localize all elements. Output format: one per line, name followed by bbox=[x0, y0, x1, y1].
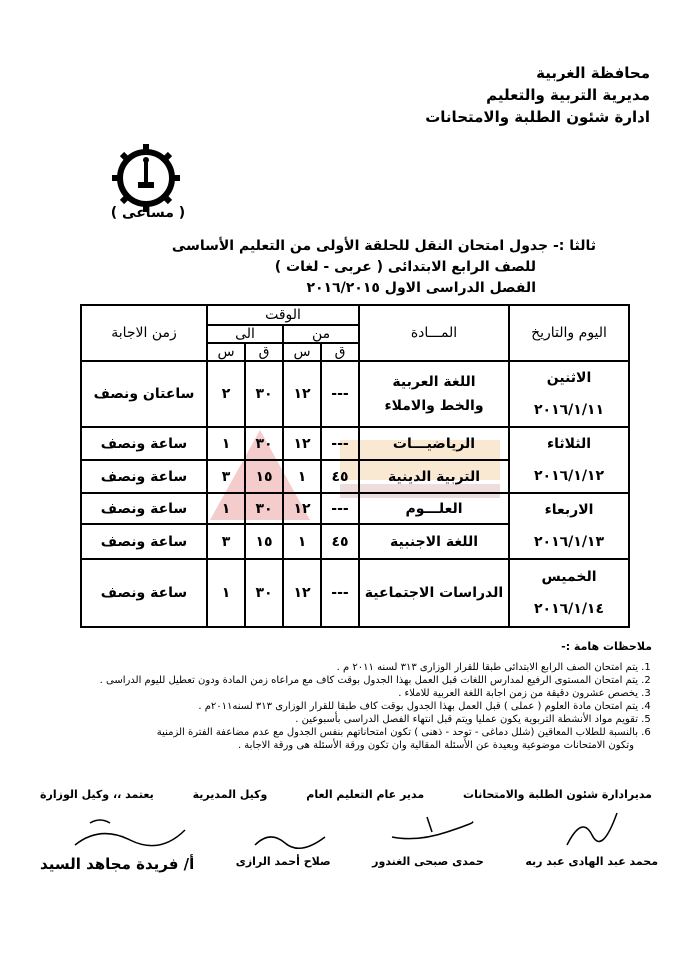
to-q: ١٥ bbox=[245, 524, 283, 559]
sig-title-4: يعتمد ،، وكيل الوزارة bbox=[40, 788, 154, 801]
notes-title: ملاحظات هامة :- bbox=[561, 640, 652, 653]
day-cell bbox=[509, 427, 629, 493]
subject-cell bbox=[359, 361, 509, 427]
day-date: ٢٠١٦/١/١٢ bbox=[533, 468, 605, 484]
note-item: 5. تقويم مواد الأنشطة التربوية يكون عمليا ويتم قبل انتهاء الفصل الدراسى بأسبوعين . bbox=[40, 713, 638, 726]
header-time: الوقت bbox=[207, 305, 359, 325]
duration: ساعتان ونصف bbox=[81, 361, 207, 427]
from-q: ٤٥ bbox=[321, 460, 359, 493]
duration: ساعة ونصف bbox=[81, 559, 207, 627]
signature-scribble-2 bbox=[387, 812, 477, 852]
from-q: --- bbox=[321, 361, 359, 427]
day-date: ٢٠١٦/١/١١ bbox=[533, 402, 605, 418]
from-s: ١٢ bbox=[283, 493, 321, 524]
subject-name: الرياضيـــات bbox=[359, 427, 509, 460]
subject-name: الدراسات الاجتماعية bbox=[359, 559, 509, 627]
header-from-s: س bbox=[283, 343, 321, 361]
table-row bbox=[81, 427, 629, 460]
from-s: ١٢ bbox=[283, 361, 321, 427]
sig-name-3: صلاح أحمد الرازى bbox=[235, 855, 331, 868]
issuer-header bbox=[425, 62, 650, 128]
sig-title-3: وكيل المديرية bbox=[192, 788, 268, 801]
from-s: ١ bbox=[283, 524, 321, 559]
subject-name: التربية الدينية bbox=[359, 460, 509, 493]
day-cell bbox=[509, 559, 629, 627]
to-q: ٣٠ bbox=[245, 493, 283, 524]
note-item: 2. يتم امتحان المستوى الرفيع لمدارس اللغات قبل العمل بهذا الجدول بوقت كاف مع مراعاه زمن المادة ودون تعطيل لليوم الدراسى . bbox=[40, 674, 638, 687]
note-item: 1. يتم امتحان الصف الرابع الابتدائى طبقا للقرار الوزارى ٣١٣ لسنه ٢٠١١ م . bbox=[40, 661, 638, 674]
header-to-s: س bbox=[207, 343, 245, 361]
to-q: ٣٠ bbox=[245, 361, 283, 427]
header-duration: زمن الاجابة bbox=[81, 305, 207, 361]
logo-label: ( مساعى ) bbox=[110, 205, 186, 221]
signature-scribble-4 bbox=[70, 815, 190, 855]
to-q: ١٥ bbox=[245, 460, 283, 493]
header-to-q: ق bbox=[245, 343, 283, 361]
from-q: --- bbox=[321, 427, 359, 460]
header-subject: المـــادة bbox=[359, 305, 509, 361]
title-line-3: الفصل الدراسى الاول ٢٠١٦/٢٠١٥ bbox=[306, 280, 536, 296]
sig-name-4: أ/ فريدة مجاهد السيد bbox=[40, 855, 195, 873]
to-s: ٢ bbox=[207, 361, 245, 427]
day-name: الخميس bbox=[541, 569, 597, 585]
duration: ساعة ونصف bbox=[81, 427, 207, 460]
governorate: محافظة الغربية bbox=[536, 64, 650, 82]
to-s: ٣ bbox=[207, 460, 245, 493]
day-name: الاربعاء bbox=[544, 502, 594, 518]
subject-name: العلـــوم bbox=[359, 493, 509, 524]
to-s: ١ bbox=[207, 427, 245, 460]
duration: ساعة ونصف bbox=[81, 524, 207, 559]
day-date: ٢٠١٦/١/١٤ bbox=[533, 601, 605, 617]
exam-schedule-table bbox=[80, 304, 630, 628]
day-name: الاثنين bbox=[546, 370, 592, 386]
sig-title-1: مديرادارة شئون الطلبة والامتحانات bbox=[463, 788, 652, 801]
table-row bbox=[81, 361, 629, 427]
important-notes bbox=[40, 640, 652, 752]
subject-name: اللغة العربية bbox=[392, 374, 476, 390]
header-to: الى bbox=[207, 325, 283, 343]
from-q: --- bbox=[321, 493, 359, 524]
sig-title-2: مدير عام التعليم العام bbox=[306, 788, 425, 801]
note-continuation: وتكون الامتحانات موضوعية وبعيدة عن الأسئلة المقالية وان تكون ورقة الأسئلة هى ورقة الاجابة . bbox=[237, 740, 634, 751]
header-from-q: ق bbox=[321, 343, 359, 361]
signature-scribble-1 bbox=[562, 805, 622, 855]
duration: ساعة ونصف bbox=[81, 460, 207, 493]
subject-name-2: والخط والاملاء bbox=[384, 398, 484, 414]
department: ادارة شئون الطلبة والامتحانات bbox=[425, 108, 650, 126]
signature-names bbox=[40, 855, 658, 873]
to-s: ٣ bbox=[207, 524, 245, 559]
duration: ساعة ونصف bbox=[81, 493, 207, 524]
signature-titles bbox=[40, 788, 652, 801]
header-day-date: اليوم والتاريخ bbox=[509, 305, 629, 361]
to-q: ٣٠ bbox=[245, 559, 283, 627]
sig-name-1: محمد عبد الهادى عبد ربه bbox=[525, 855, 658, 868]
to-s: ١ bbox=[207, 493, 245, 524]
from-s: ١٢ bbox=[283, 559, 321, 627]
sig-name-2: حمدى صبحى الغندور bbox=[372, 855, 484, 868]
title-line-1: ثالثا :- جدول امتحان النقل للحلقة الأولى من التعليم الأساسى bbox=[171, 238, 596, 254]
header-from: من bbox=[283, 325, 359, 343]
to-q: ٣٠ bbox=[245, 427, 283, 460]
note-item: 4. يتم امتحان مادة العلوم ( عملى ) قبل العمل بهذا الجدول بوقت كاف طبقا للقرار الوزارى ٣١٣ لسنه٢٠١١م . bbox=[40, 700, 638, 713]
to-s: ١ bbox=[207, 559, 245, 627]
table-row bbox=[81, 559, 629, 627]
from-s: ١٢ bbox=[283, 427, 321, 460]
from-q: ٤٥ bbox=[321, 524, 359, 559]
table-row bbox=[81, 493, 629, 524]
note-item: 6. بالنسبة للطلاب المعاقين (شلل دماغى - توحد - ذهنى ) تكون امتحاناتهم بنفس الجدول مع عدم مضاعفة الفترة الزمنية bbox=[40, 726, 638, 739]
document-titles bbox=[172, 236, 596, 299]
day-date: ٢٠١٦/١/١٣ bbox=[533, 534, 605, 550]
day-name: الثلاثاء bbox=[546, 436, 592, 452]
title-line-2: للصف الرابع الابتدائى ( عربى - لغات ) bbox=[274, 259, 536, 275]
day-cell bbox=[509, 361, 629, 427]
from-q: --- bbox=[321, 559, 359, 627]
day-cell bbox=[509, 493, 629, 559]
signature-scribble-3 bbox=[250, 825, 330, 855]
from-s: ١ bbox=[283, 460, 321, 493]
subject-name: اللغة الاجنبية bbox=[359, 524, 509, 559]
directorate: مديرية التربية والتعليم bbox=[486, 86, 650, 104]
note-item: 3. يخصص عشرون دقيقة من زمن اجابة اللغة العربية للاملاء . bbox=[40, 687, 638, 700]
